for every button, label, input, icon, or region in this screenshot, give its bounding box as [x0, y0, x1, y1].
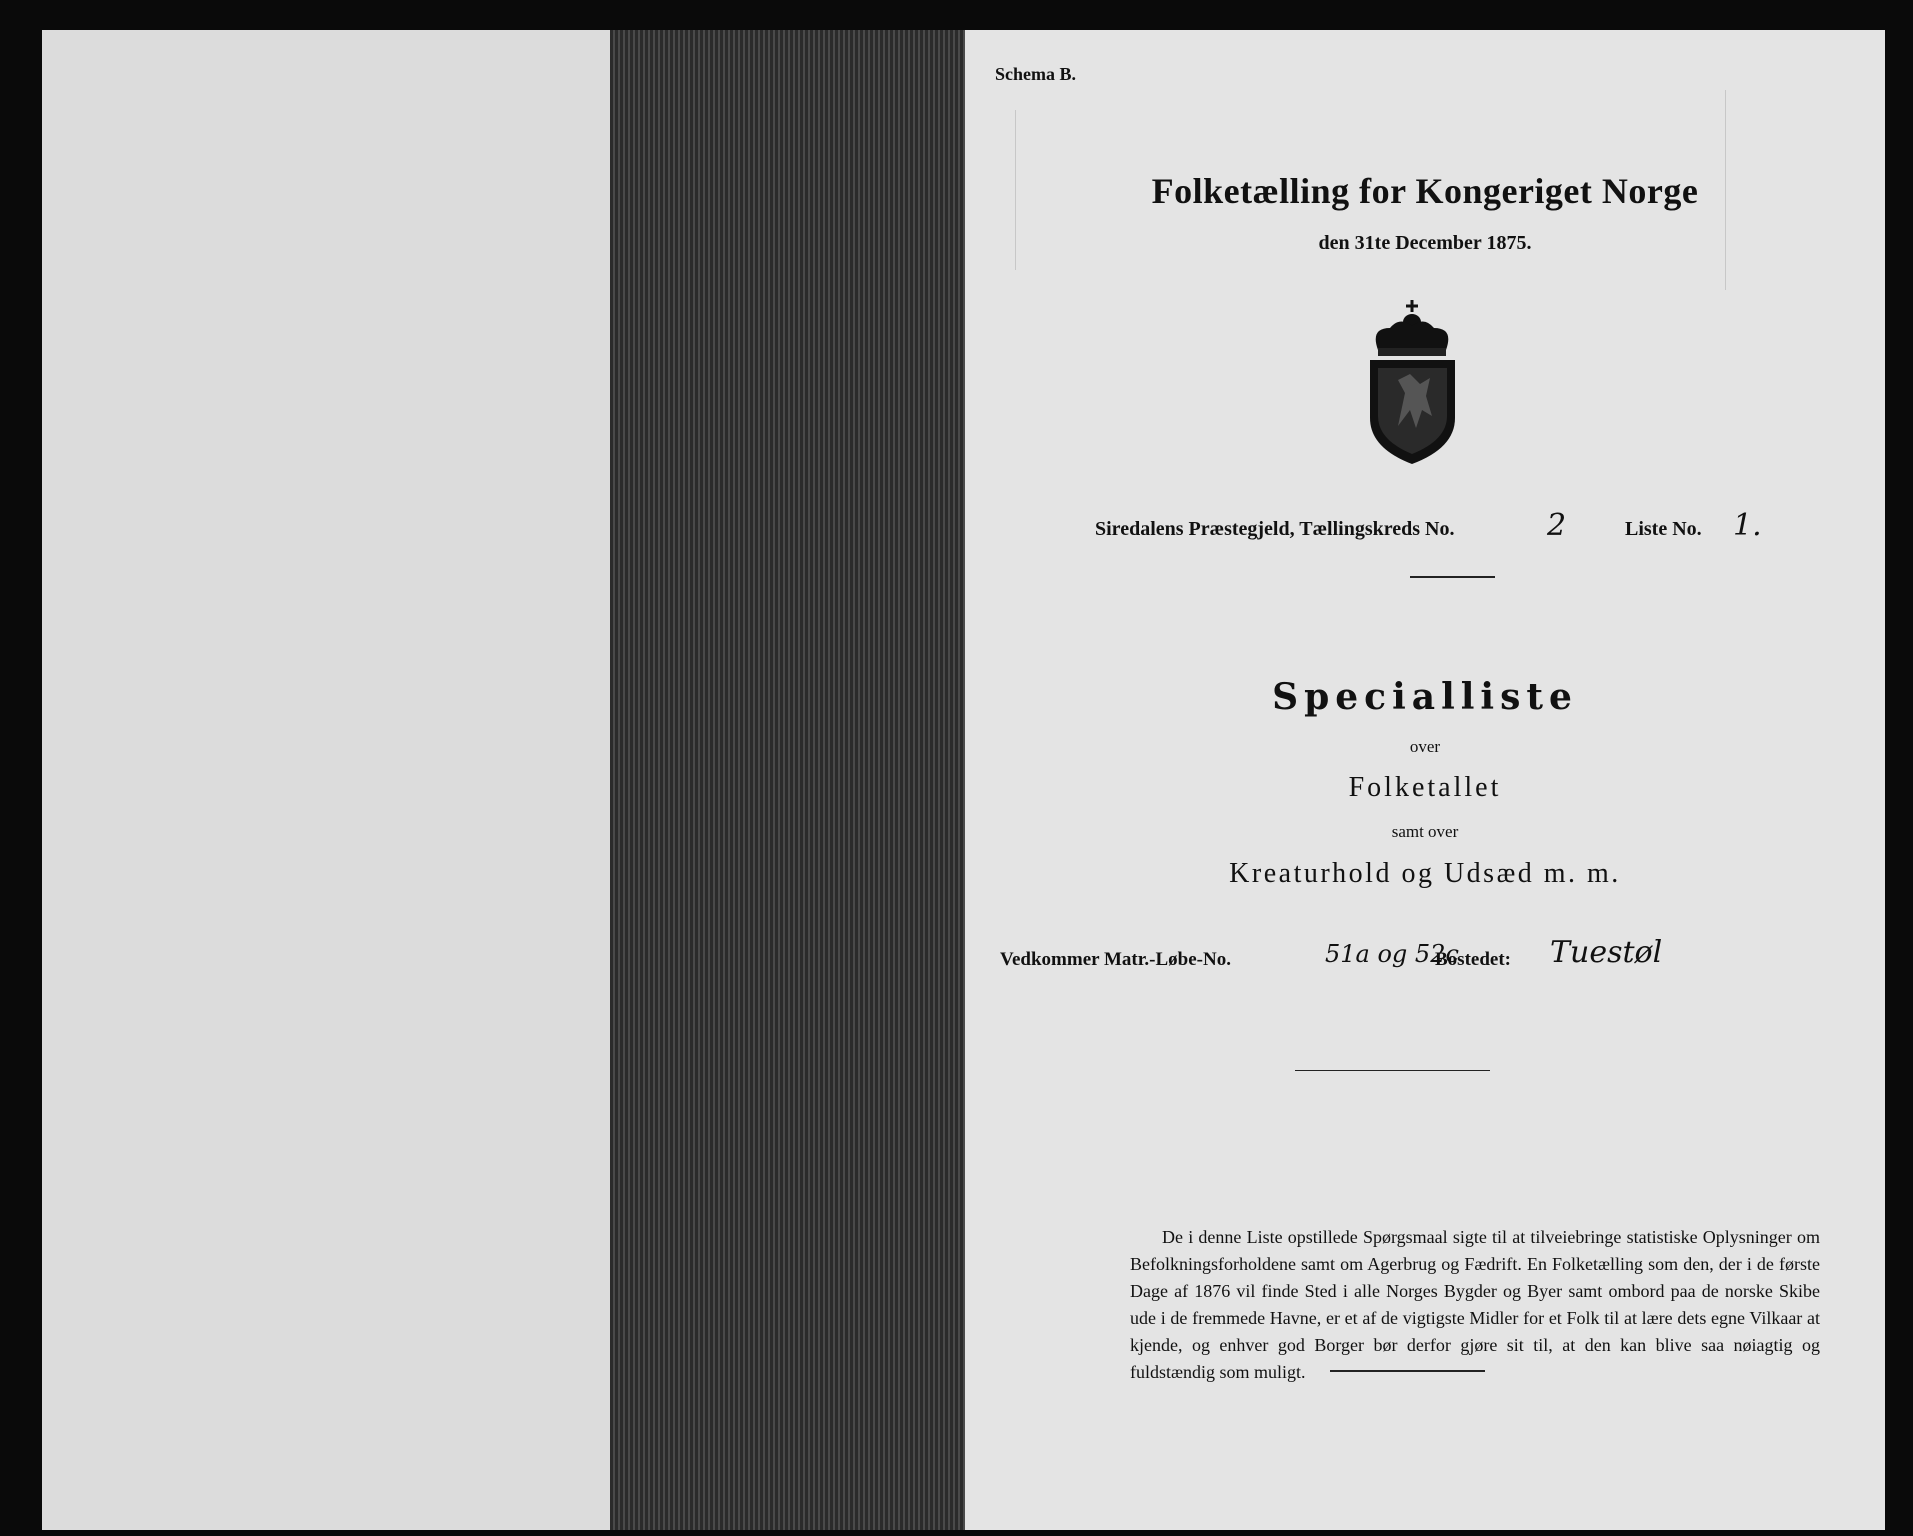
liste-number: 1.: [1733, 508, 1762, 543]
text-samt-over: samt over: [1391, 822, 1459, 841]
norwegian-coat-of-arms-icon: [1360, 298, 1465, 468]
heading-specialliste: Specialliste: [1272, 676, 1578, 718]
text-over: over: [1409, 737, 1441, 756]
schema-label: Schema B.: [995, 64, 1076, 84]
census-form-page: [965, 30, 1885, 1530]
kreds-number: 2: [1547, 508, 1567, 543]
matr-value: 51a og 52c: [1325, 940, 1459, 968]
census-date: den 31te December 1875.: [1318, 232, 1532, 254]
instruction-paragraph: De i denne Liste opstillede Spørgsmaal sigte til at tilveiebringe statistiske Oplysninger om Befolkningsforholdene samt om Agerbrug og Fædrift. En Folketælling som den, der i de første Dage af 1876 vil finde Sted i alle Norges Bygder og Byer samt ombord paa de norske Skibe ude i de fremmede Havne, er et af de vigtigste Midler for et Folk til at lære dets egne Vilkaar at kjende, og enhver god Borger bør derfor gjøre sit til, at den kan blive saa nøiagtig og fuldstændig som muligt.: [1130, 1227, 1820, 1382]
separator-rule-2: [1295, 1070, 1490, 1071]
liste-label: Liste No.: [1625, 518, 1702, 540]
text-kreaturhold: Kreaturhold og Udsæd m. m.: [1229, 858, 1621, 889]
separator-rule-3: [1330, 1370, 1485, 1372]
parish-line: Siredalens Præstegjeld, Tællingskreds No.: [1095, 518, 1455, 540]
page-title: Folketælling for Kongeriget Norge: [1151, 171, 1699, 211]
bostedet-value: Tuestøl: [1550, 935, 1663, 970]
matr-label: Vedkommer Matr.-Løbe-No.: [1000, 949, 1231, 970]
left-blank-page: [42, 30, 610, 1530]
separator-rule: [1410, 576, 1495, 578]
text-folketallet: Folketallet: [1348, 772, 1502, 803]
bostedet-label: Bostedet:: [1435, 949, 1511, 970]
binding-spine: [610, 30, 965, 1530]
